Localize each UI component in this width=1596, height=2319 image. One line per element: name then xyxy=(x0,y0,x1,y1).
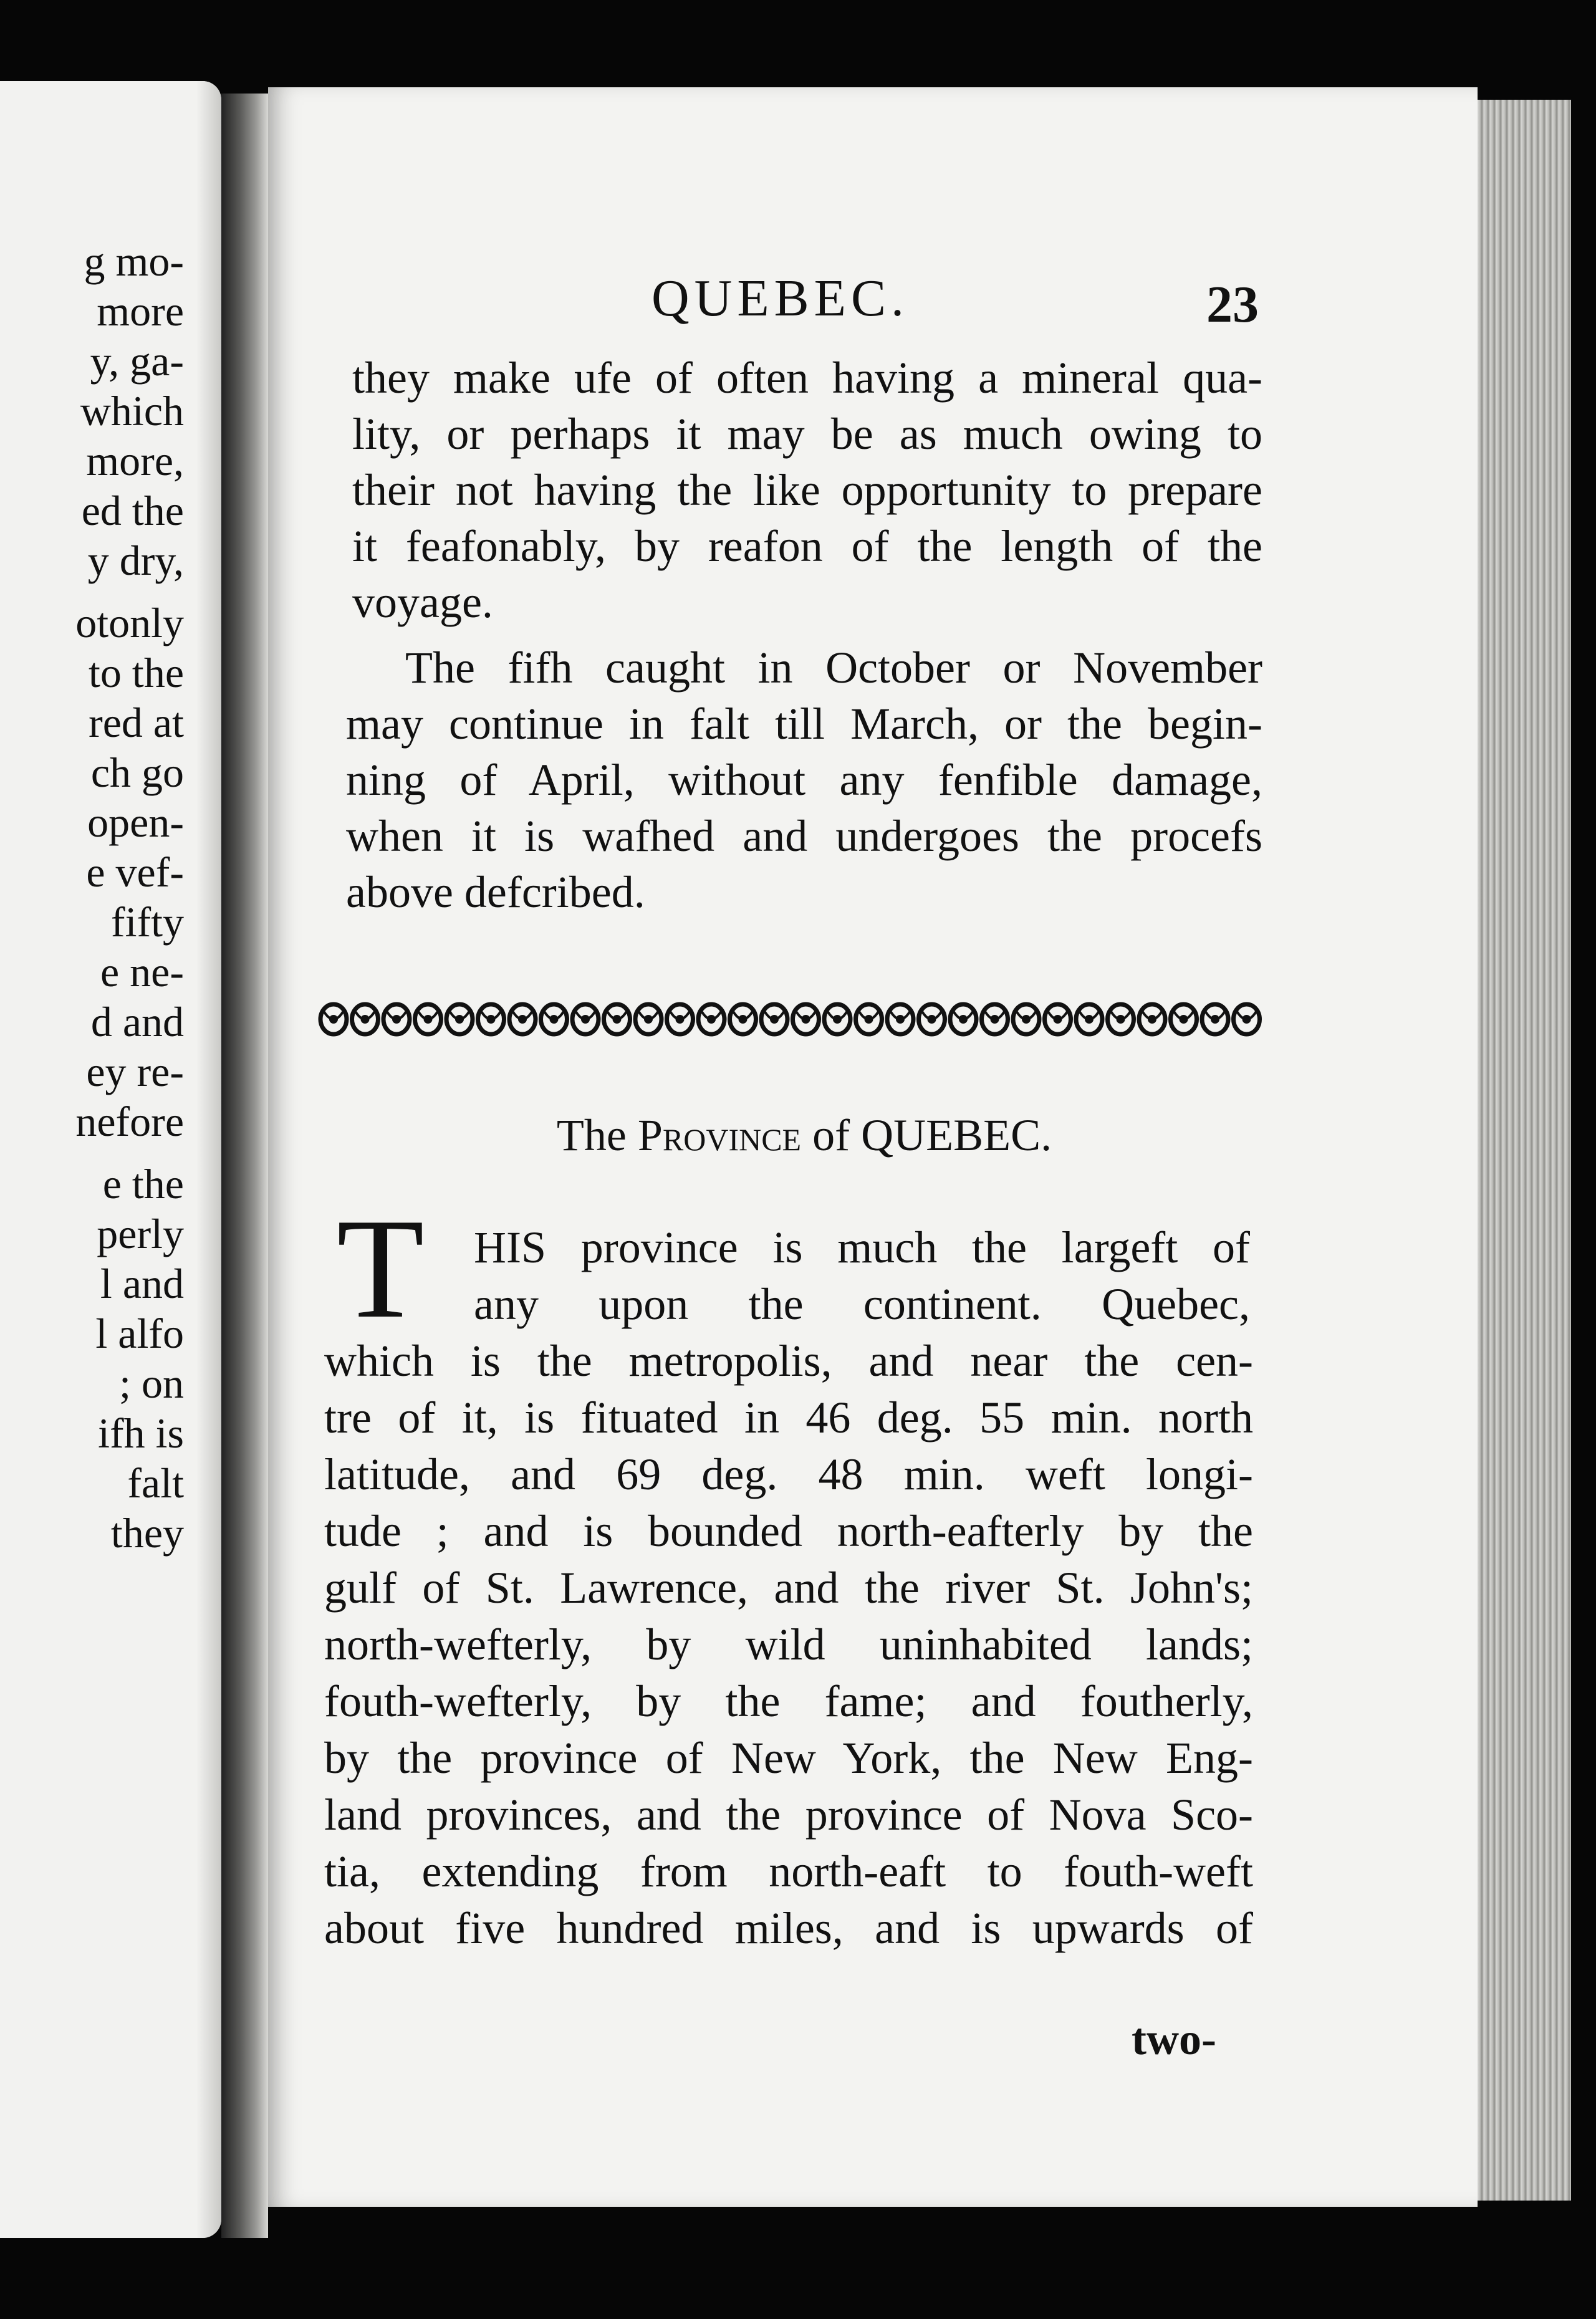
ornament-knot xyxy=(667,1004,693,1034)
left-page-line: e vef- xyxy=(86,848,184,896)
ornament-knot xyxy=(1234,1004,1260,1034)
text-line: tre of it, is fituated in 46 deg. 55 min. north xyxy=(324,1393,1253,1443)
ornament-knot xyxy=(352,1004,378,1034)
text-line: which is the metropolis, and near the cen- xyxy=(324,1336,1253,1386)
ornament-knot xyxy=(919,1004,945,1034)
ornament-knot xyxy=(1139,1004,1165,1034)
drop-cap: T xyxy=(337,1189,425,1348)
ornament-knot xyxy=(635,1004,661,1034)
ornament-knot xyxy=(982,1004,1008,1034)
ornament-knot xyxy=(604,1004,630,1034)
left-page-gutter xyxy=(196,81,221,2238)
left-page-line: open- xyxy=(87,799,184,846)
ornament-knot xyxy=(320,1004,347,1034)
text-line: fouth-wefterly, by the fame; and foutherly, xyxy=(324,1676,1253,1726)
left-page-line: y, ga- xyxy=(90,337,184,385)
ornament-rule xyxy=(318,997,1266,1041)
left-page-line: y dry, xyxy=(87,537,184,584)
ornament-knot xyxy=(1045,1004,1071,1034)
text-line: may continue in falt till March, or the begin- xyxy=(346,699,1262,749)
ornament-knot xyxy=(1171,1004,1197,1034)
left-page-line: e the xyxy=(102,1160,184,1208)
text-line: latitude, and 69 deg. 48 min. weft longi- xyxy=(324,1449,1253,1499)
left-page-line: ch go xyxy=(90,749,184,796)
heading-place: QUEBEC. xyxy=(861,1110,1052,1160)
page-number: 23 xyxy=(1206,276,1259,334)
text-line: about five hundred miles, and is upwards of xyxy=(324,1903,1253,1953)
left-page-line: ifh is xyxy=(98,1409,184,1457)
ornament-knot xyxy=(1076,1004,1102,1034)
text-line: The fifh caught in October or November xyxy=(405,643,1262,693)
text-line: gulf of St. Lawrence, and the river St. John's; xyxy=(324,1563,1253,1613)
text-line: voyage. xyxy=(352,577,493,627)
text-line: north-wefterly, by wild uninhabited lands; xyxy=(324,1620,1253,1669)
ornament-knot xyxy=(824,1004,850,1034)
heading-word: of xyxy=(812,1110,850,1160)
ornament-knot xyxy=(761,1004,787,1034)
heading-word: Province xyxy=(637,1110,802,1160)
ornament-knot xyxy=(1108,1004,1134,1034)
left-page-line: they xyxy=(110,1509,184,1557)
ornament-knot xyxy=(698,1004,724,1034)
left-page-line: more, xyxy=(86,437,184,484)
ornament-knot xyxy=(950,1004,976,1034)
left-page-line: ey re- xyxy=(86,1048,184,1095)
left-page-line: g mo- xyxy=(84,238,184,285)
left-page-line: perly xyxy=(97,1210,184,1257)
text-line: HIS province is much the largeft of xyxy=(474,1222,1250,1272)
left-page-line: more xyxy=(97,287,184,335)
left-page-line: which xyxy=(80,387,184,435)
left-page-line: to the xyxy=(89,649,184,696)
ornament-knot xyxy=(478,1004,504,1034)
left-page-line: fifty xyxy=(110,898,184,946)
running-title: QUEBEC. xyxy=(651,269,909,327)
ornament-knot xyxy=(415,1004,441,1034)
text-line: they make ufe of often having a mineral qua- xyxy=(352,353,1262,403)
left-page xyxy=(0,81,221,2238)
left-page-line: ; on xyxy=(119,1360,184,1407)
text-line: lity, or perhaps it may be as much owing to xyxy=(352,409,1262,459)
ornament-knot xyxy=(730,1004,756,1034)
ornament-knot xyxy=(446,1004,473,1034)
text-line: above defcribed. xyxy=(346,867,645,917)
page-edges xyxy=(1478,100,1571,2201)
left-page-line: d and xyxy=(90,998,184,1045)
ornament-knot xyxy=(887,1004,913,1034)
ornament-knot xyxy=(572,1004,598,1034)
left-page-line: falt xyxy=(127,1459,184,1507)
ornament-knot xyxy=(856,1004,882,1034)
ornament-knot xyxy=(509,1004,536,1034)
ornament-knot xyxy=(1202,1004,1228,1034)
text-line: any upon the continent. Quebec, xyxy=(474,1279,1250,1329)
left-page-line: otonly xyxy=(75,599,184,646)
left-page-line: ed the xyxy=(81,487,184,534)
ornament-knot xyxy=(1013,1004,1039,1034)
text-line: tude ; and is bounded north-eafterly by the xyxy=(324,1506,1253,1556)
left-page-line: l and xyxy=(100,1260,184,1307)
ornament-knot xyxy=(383,1004,410,1034)
text-line: ning of April, without any fenfible damage, xyxy=(346,755,1262,805)
text-line: tia, extending from north-eaft to fouth-weft xyxy=(324,1846,1253,1896)
catchword: two- xyxy=(1132,2014,1216,2064)
left-page-line: red at xyxy=(89,699,184,746)
ornament-knot xyxy=(541,1004,567,1034)
text-line: when it is wafhed and undergoes the procefs xyxy=(346,811,1262,861)
text-line: it feafonably, by reafon of the length of the xyxy=(352,521,1262,571)
left-page-line: nefore xyxy=(75,1098,184,1145)
heading-word: The xyxy=(556,1110,627,1160)
text-line: their not having the like opportunity to prepare xyxy=(352,465,1262,515)
left-page-line: e ne- xyxy=(100,948,184,996)
text-line: land provinces, and the province of Nova Sco- xyxy=(324,1790,1253,1840)
ornament-knot xyxy=(793,1004,819,1034)
text-line: by the province of New York, the New Eng- xyxy=(324,1733,1253,1783)
section-heading xyxy=(474,1110,1135,1161)
book-binding xyxy=(221,94,268,2238)
left-page-line: l alfo xyxy=(95,1310,184,1357)
